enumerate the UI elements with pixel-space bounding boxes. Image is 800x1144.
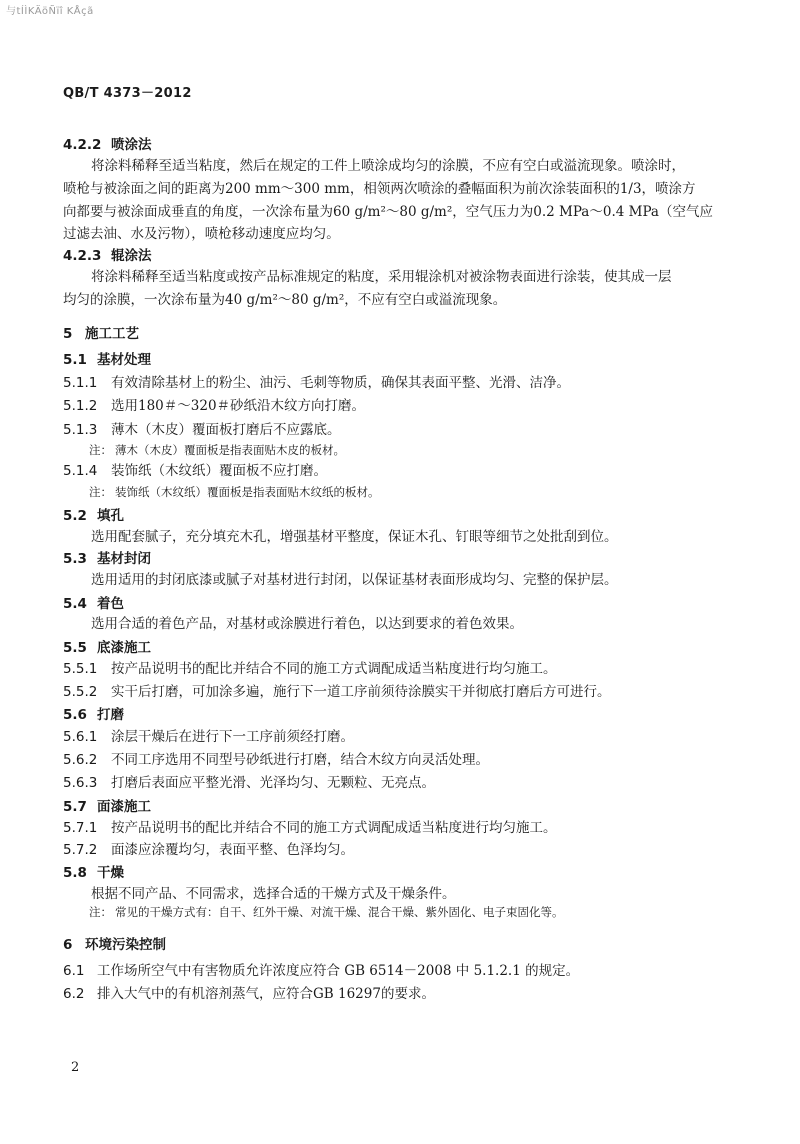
clause-text: 环境污染控制 <box>85 937 166 953</box>
text-line <box>63 204 713 221</box>
clause-number: 4.2.3 <box>63 248 102 264</box>
text-line <box>63 775 435 792</box>
text-line <box>63 661 557 678</box>
section-heading <box>63 937 166 954</box>
text-line <box>91 158 685 175</box>
section-heading <box>63 707 124 724</box>
section-heading <box>63 352 151 369</box>
clause-number: 6.2 <box>63 986 85 1002</box>
clause-number: 5.6 <box>63 707 87 723</box>
clause-text: 辊涂法 <box>111 248 152 264</box>
text-line <box>63 752 489 769</box>
note-line <box>89 904 564 921</box>
clause-text: 面漆应涂覆均匀，表面平整、色泽均匀。 <box>111 842 354 858</box>
clause-number: 5.5 <box>63 640 87 656</box>
clause-number: 5.7 <box>63 799 87 815</box>
text-line <box>91 886 456 903</box>
clause-text: 按产品说明书的配比并结合不同的施工方式调配成适当粘度进行均匀施工。 <box>111 820 557 836</box>
section-heading <box>63 551 151 568</box>
clause-text: 薄木（木皮）覆面板打磨后不应露底。 <box>111 422 341 438</box>
text-line <box>91 269 672 286</box>
text-line <box>63 684 611 701</box>
clause-number: 5.4 <box>63 596 87 612</box>
clause-text: 面漆施工 <box>97 799 151 815</box>
text-line <box>63 181 696 198</box>
clause-number: 5.6.2 <box>63 752 98 768</box>
text-line <box>63 226 340 243</box>
clause-text: 实干后打磨，可加涂多遍，施行下一道工序前须待涂膜实干并彻底打磨后方可进行。 <box>111 684 611 700</box>
text-line <box>91 529 618 546</box>
clause-number: 5.7.2 <box>63 842 98 858</box>
clause-text: 着色 <box>97 596 124 612</box>
text-line <box>63 820 557 837</box>
clause-number: 5.1.1 <box>63 375 98 391</box>
clause-text: 过滤去油、水及污物），喷枪移动速度应均匀。 <box>63 226 340 242</box>
text-line <box>63 463 327 480</box>
note-line <box>89 484 380 501</box>
clause-text: 根据不同产品、不同需求，选择合适的干燥方式及干燥条件。 <box>91 886 456 902</box>
section-heading <box>63 137 152 154</box>
text-line <box>63 963 579 980</box>
text-line <box>91 616 523 633</box>
clause-number: 5.6.1 <box>63 729 98 745</box>
clause-number: 5.5.2 <box>63 684 98 700</box>
clause-text: 干燥 <box>97 865 124 881</box>
clause-number: 5.1.2 <box>63 398 98 414</box>
clause-number: 5.3 <box>63 551 87 567</box>
clause-text: 底漆施工 <box>97 640 151 656</box>
clause-text: 排入大气中的有机溶剂蒸气，应符合GB 16297的要求。 <box>97 986 435 1002</box>
clause-text: 选用适用的封闭底漆或腻子对基材进行封闭，以保证基材表面形成均匀、完整的保护层。 <box>91 572 618 588</box>
clause-number: 5.7.1 <box>63 820 98 836</box>
section-heading <box>63 248 152 265</box>
clause-text: 将涂料稀释至适当粘度或按产品标准规定的粘度，采用辊涂机对被涂物表面进行涂装，使其成一层 <box>91 269 672 285</box>
clause-text: 选用合适的着色产品，对基材或涂膜进行着色，以达到要求的着色效果。 <box>91 616 523 632</box>
note-label: 注： <box>89 443 112 457</box>
page-number: 2 <box>71 1060 80 1075</box>
clause-number: 6 <box>63 937 73 953</box>
text-line <box>63 842 354 859</box>
note-text: 常见的干燥方式有：自干、红外干燥、对流干燥、混合干燥、紫外固化、电子束固化等。 <box>115 905 564 919</box>
clause-number: 5.1 <box>63 352 87 368</box>
clause-number: 5.1.4 <box>63 463 98 479</box>
clause-text: 选用配套腻子，充分填充木孔，增强基材平整度，保证木孔、钉眼等细节之处批刮到位。 <box>91 529 618 545</box>
clause-number: 5.5.1 <box>63 661 98 677</box>
clause-text: 将涂料稀释至适当粘度，然后在规定的工件上喷涂成均匀的涂膜，不应有空白或溢流现象。喷涂时， <box>91 158 685 174</box>
note-text: 装饰纸（木纹纸）覆面板是指表面贴木纹纸的板材。 <box>115 485 380 499</box>
clause-text: 装饰纸（木纹纸）覆面板不应打磨。 <box>111 463 327 479</box>
section-heading <box>63 596 124 613</box>
clause-text: 工作场所空气中有害物质允许浓度应符合 GB 6514－2008 中 5.1.2.1 的规定。 <box>97 963 580 979</box>
section-heading <box>63 799 151 816</box>
clause-text: 选用180＃～320＃砂纸沿木纹方向打磨。 <box>111 398 366 414</box>
clause-text: 向都要与被涂面成垂直的角度，一次涂布量为60 g/m²～80 g/m²，空气压力为0.2 MPa～0.4 MPa（空气应 <box>63 204 713 220</box>
clause-text: 填孔 <box>97 508 124 524</box>
note-label: 注： <box>89 485 112 499</box>
note-line <box>89 442 345 459</box>
clause-number: 5.6.3 <box>63 775 98 791</box>
clause-number: 4.2.2 <box>63 137 102 153</box>
section-heading <box>63 865 124 882</box>
clause-text: 不同工序选用不同型号砂纸进行打磨，结合木纹方向灵活处理。 <box>111 752 489 768</box>
text-line <box>63 986 435 1003</box>
clause-text: 基材封闭 <box>97 551 151 567</box>
clause-number: 5.2 <box>63 508 87 524</box>
clause-text: 打磨后表面应平整光滑、光泽均匀、无颗粒、无亮点。 <box>111 775 435 791</box>
clause-text: 按产品说明书的配比并结合不同的施工方式调配成适当粘度进行均匀施工。 <box>111 661 557 677</box>
clause-number: 5.1.3 <box>63 422 98 438</box>
clause-text: 涂层干燥后在进行下一工序前须经打磨。 <box>111 729 354 745</box>
scan-watermark-text: 与tÍÌKÄöÑïî KÅçã <box>6 6 94 17</box>
standard-number-header: QB/T 4373－2012 <box>63 86 192 101</box>
section-heading <box>63 326 139 343</box>
note-label: 注： <box>89 905 112 919</box>
clause-text: 施工工艺 <box>85 326 139 342</box>
clause-text: 喷枪与被涂面之间的距离为200 mm～300 mm，相领两次喷涂的叠幅面积为前次涂装面积的1/3，喷涂方 <box>63 181 696 197</box>
clause-number: 5 <box>63 326 73 342</box>
clause-text: 基材处理 <box>97 352 151 368</box>
text-line <box>91 572 618 589</box>
note-text: 薄木（木皮）覆面板是指表面贴木皮的板材。 <box>115 443 345 457</box>
text-line <box>63 729 354 746</box>
text-line <box>63 422 341 439</box>
clause-text: 打磨 <box>97 707 124 723</box>
clause-text: 有效清除基材上的粉尘、油污、毛刺等物质，确保其表面平整、光滑、洁净。 <box>111 375 570 391</box>
clause-text: 均匀的涂膜，一次涂布量为40 g/m²～80 g/m²，不应有空白或溢流现象。 <box>63 292 507 308</box>
section-heading <box>63 508 124 525</box>
clause-text: 喷涂法 <box>111 137 152 153</box>
text-line <box>63 398 365 415</box>
text-line <box>63 292 506 309</box>
text-line <box>63 375 570 392</box>
section-heading <box>63 640 151 657</box>
clause-number: 5.8 <box>63 865 87 881</box>
clause-number: 6.1 <box>63 963 85 979</box>
